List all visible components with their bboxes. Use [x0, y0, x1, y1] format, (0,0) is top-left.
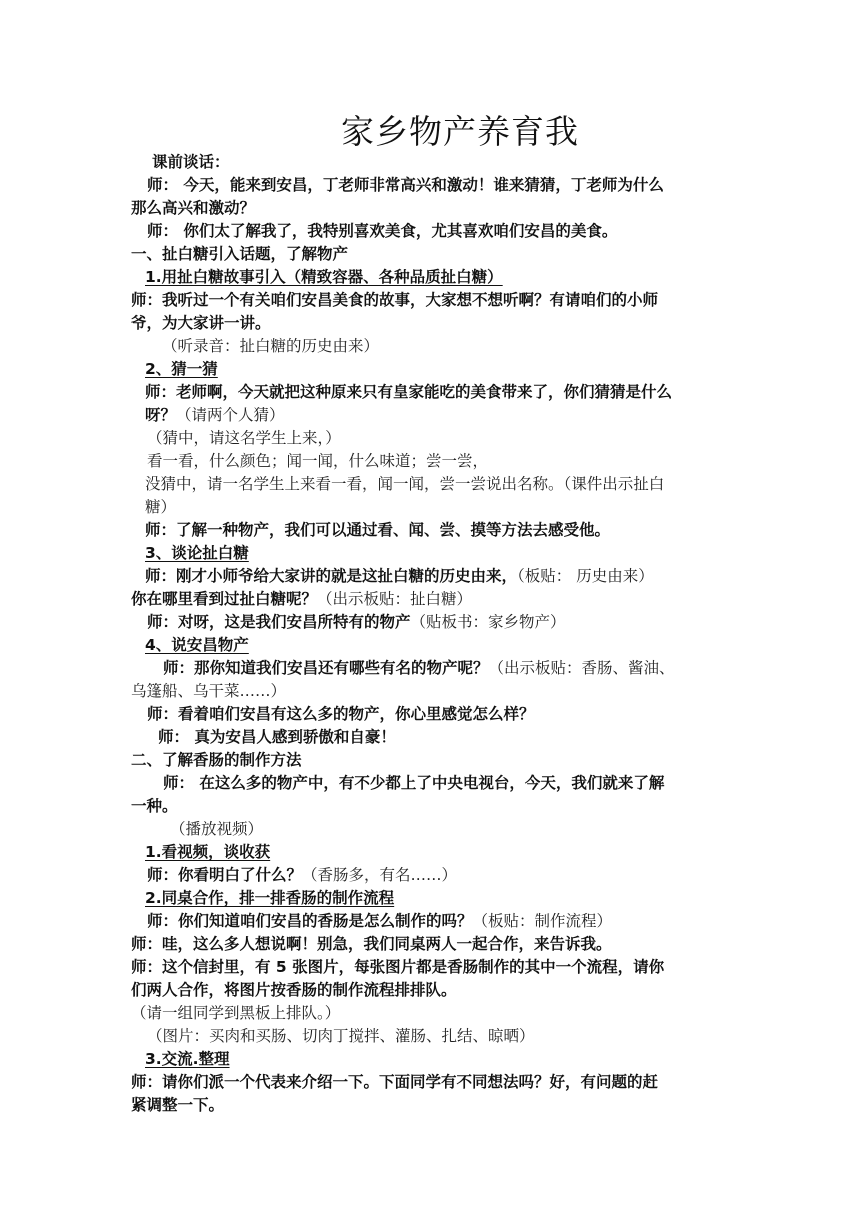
line-bold-part: 呀？	[145, 406, 177, 424]
text-line	[131, 588, 472, 610]
line-bold-part: 师：你们知道咱们安昌的香肠是怎么制作的吗？	[147, 912, 473, 930]
line-note-part: （板贴： 历史由来）	[517, 567, 654, 585]
line-note-part: （贴板书：家乡物产）	[410, 613, 566, 631]
text-line: 师：我听过一个有关咱们安昌美食的故事，大家想不想听啊？有请咱们的小师	[131, 291, 659, 309]
text-line	[145, 565, 654, 587]
text-line	[147, 864, 457, 886]
line-bold-part: 师：对呀，这是我们安昌所特有的物产	[147, 613, 411, 631]
text-line: 乌篷船、乌干菜……）	[131, 682, 287, 700]
text-line: 一种。	[131, 797, 178, 815]
text-line: 师：哇，这么多人想说啊！别急，我们同桌两人一起合作，来告诉我。	[131, 935, 612, 953]
text-line: 没猜中，请一名学生上来看一看，闻一闻，尝一尝说出名称。（课件出示扯白	[145, 475, 665, 493]
text-line	[147, 910, 612, 932]
line-note-part: （香肠多，有名……）	[302, 866, 458, 884]
text-line	[163, 657, 675, 679]
text-line: 师： 真为安昌人感到骄傲和自豪！	[158, 728, 396, 746]
text-line: 师：请你们派一个代表来介绍一下。下面同学有不同想法吗？好，有问题的赶	[131, 1073, 659, 1091]
text-line: 师： 今天，能来到安昌，丁老师非常高兴和激动！谁来猜猜，丁老师为什么	[147, 176, 664, 194]
text-line: 3、谈论扯白糖	[145, 544, 249, 562]
text-line: 糖）	[145, 498, 177, 516]
text-line: 1.用扯白糖故事引入（精致容器、各种品质扯白糖）	[145, 268, 503, 286]
text-line: 1.看视频，谈收获	[145, 843, 271, 861]
text-line: 师：这个信封里，有 5 张图片，每张图片都是香肠制作的其中一个流程，请你	[131, 958, 665, 976]
text-line: 师： 你们太了解我了，我特别喜欢美食，尤其喜欢咱们安昌的美食。	[147, 222, 618, 240]
line-bold-part: 师：你看明白了什么？	[147, 866, 303, 884]
text-line: 紧调整一下。	[131, 1096, 225, 1114]
text-line: 一、扯白糖引入话题，了解物产	[131, 245, 349, 263]
line-bold-part: 师：刚才小师爷给大家讲的就是这扯白糖的历史由来，	[145, 567, 518, 585]
text-line	[145, 404, 285, 426]
line-bold-part: 师：那你知道我们安昌还有哪些有名的物产呢？	[163, 659, 489, 677]
text-line: 师：老师啊，今天就把这种原来只有皇家能吃的美食带来了，你们猜猜是什么	[145, 383, 673, 401]
document-title: 家乡物产养育我	[341, 112, 579, 151]
text-line: 师：了解一种物产，我们可以通过看、闻、尝、摸等方法去感受他。	[145, 521, 611, 539]
text-line: （图片：买肉和买肠、切肉丁搅拌、灌肠、扎结、晾晒）	[147, 1027, 535, 1045]
text-line: 2.同桌合作，排一排香肠的制作流程	[145, 889, 395, 907]
text-line: （听录音：扯白糖的历史由来）	[162, 337, 380, 355]
text-line: （请一组同学到黑板上排队。）	[131, 1004, 341, 1022]
text-line: 3.交流.整理	[145, 1050, 230, 1068]
text-line: 2、猜一猜	[145, 360, 218, 378]
text-line: 4、说安昌物产	[145, 636, 249, 654]
text-line	[147, 611, 566, 633]
text-line: 那么高兴和激动？	[131, 199, 256, 217]
line-note-part: （出示板贴：扯白糖）	[317, 590, 473, 608]
text-line: 二、了解香肠的制作方法	[131, 751, 302, 769]
text-line: 们两人合作，将图片按香肠的制作流程排排队。	[131, 981, 457, 999]
line-note-part: （请两个人猜）	[176, 406, 285, 424]
line-bold-part: 你在哪里看到过扯白糖呢？	[131, 590, 318, 608]
line-note-part: （出示板贴：香肠、酱油、	[488, 659, 675, 677]
text-line: 爷，为大家讲一讲。	[131, 314, 271, 332]
text-line: 师：看着咱们安昌有这么多的物产，你心里感觉怎么样？	[147, 705, 535, 723]
text-line: （猜中，请这名学生上来，）	[147, 429, 341, 447]
text-line: 师： 在这么多的物产中，有不少都上了中央电视台，今天，我们就来了解	[163, 774, 665, 792]
text-line: （播放视频）	[170, 820, 264, 838]
text-line: 课前谈话：	[152, 153, 230, 171]
text-line: 看一看，什么颜色；闻一闻，什么味道；尝一尝，	[147, 452, 489, 470]
line-note-part: （板贴：制作流程）	[472, 912, 613, 930]
